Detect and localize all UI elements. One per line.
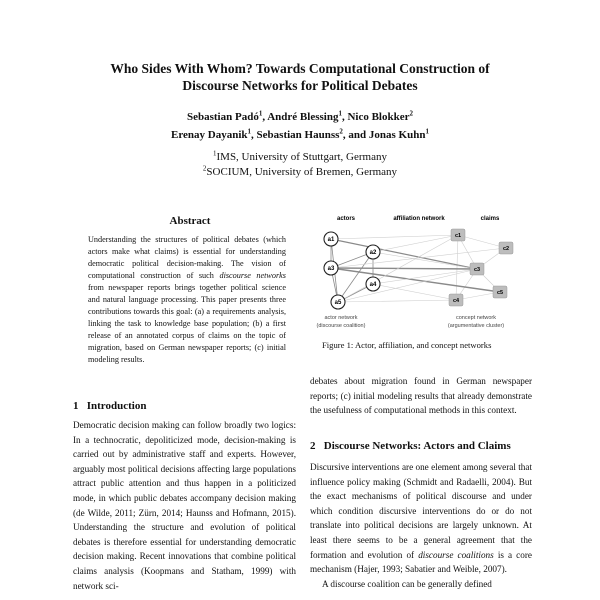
author-name: André Blessing bbox=[267, 111, 339, 123]
author-separator: , bbox=[341, 111, 348, 123]
actor-edge bbox=[338, 252, 373, 302]
label-actor-network: actor network bbox=[324, 315, 358, 321]
author-separator: , bbox=[251, 129, 257, 141]
claim-node-c1 bbox=[451, 229, 465, 241]
label-argumentative-cluster: (argumentative cluster) bbox=[447, 323, 505, 329]
actor-label: a4 bbox=[369, 282, 377, 288]
affiliation-edge bbox=[331, 268, 477, 269]
actor-node-a4 bbox=[366, 277, 380, 291]
claim-edge bbox=[456, 235, 458, 300]
network-figure bbox=[306, 208, 540, 333]
affiliation-number: 2 bbox=[202, 164, 207, 173]
claim-node-c2 bbox=[499, 242, 513, 254]
claim-label: c2 bbox=[502, 246, 510, 252]
affiliation-number: 1 bbox=[213, 149, 217, 158]
author-separator: , and bbox=[342, 129, 369, 141]
figure-caption: Figure 1: Actor, affiliation, and concept networks bbox=[322, 340, 492, 350]
actor-label: a3 bbox=[327, 266, 335, 272]
title-line-1: Who Sides With Whom? Towards Computational Construction of bbox=[110, 61, 490, 76]
author-affiliation-mark: 2 bbox=[339, 127, 343, 136]
affiliation-edge bbox=[373, 252, 477, 269]
affiliation-text: IMS, University of Stuttgart, Germany bbox=[216, 151, 387, 163]
section-2-text bbox=[310, 460, 532, 591]
section-title: Introduction bbox=[86, 400, 147, 412]
author-affiliation-mark: 2 bbox=[409, 109, 413, 118]
label-concept-network: concept network bbox=[455, 315, 497, 321]
affiliations bbox=[40, 150, 560, 180]
abstract-text-part: Understanding the structures of political debates (which actors make what claims) is essential for understanding democratic political decision-making. The vision of computational construction of such bbox=[88, 235, 286, 280]
claim-label: c5 bbox=[496, 290, 504, 296]
author-line-1 bbox=[40, 108, 560, 126]
section-2-heading bbox=[310, 440, 511, 452]
abstract-text-part: from newspaper reports brings together political science and natural language processing. This paper presents three contributions towards this goal: (a) a requirements analysis, linking the task to knowledge base population; (b) a first release of an annotated corpus of claims on the topic of migration, based on German newspaper reports; (c) initial modeling results. bbox=[88, 283, 286, 364]
affiliation-edge bbox=[338, 300, 456, 302]
right-column-continuation: debates about migration found in German newspaper reports; (c) initial modeling results that already demonstrate the usefulness of computational methods in this context. bbox=[310, 376, 532, 416]
actor-node-a5 bbox=[331, 295, 345, 309]
section-1-text: Democratic decision making can follow broadly two logics: In a technocratic, depoliticized mode, decision-making is carried out by administrative staff and experts. However, arguably most political decisions affecting large populations attract public attention and thus happen in a politicized mode, in which public debates accompany decision making (de Wilde, 2011; Zürn, 2014; Haunss and Hofmann, 2015). Understanding the structure and evolution of political debates is therefore essential for understanding democratic decision making. Recent innovations that combine political claims analysis (Koopmans and Statham, 1999) with network sci- bbox=[73, 420, 296, 591]
claim-label: c3 bbox=[473, 267, 481, 273]
author-line-2 bbox=[40, 126, 560, 144]
claim-node-c3 bbox=[470, 263, 484, 275]
actor-node-a1 bbox=[324, 232, 338, 246]
author-affiliation-mark: 1 bbox=[247, 127, 252, 136]
claim-node-c5 bbox=[493, 286, 507, 298]
author-affiliation-mark: 1 bbox=[425, 127, 429, 136]
affiliation-text: SOCIUM, University of Bremen, Germany bbox=[206, 166, 398, 178]
actor-node-a3 bbox=[324, 261, 338, 275]
author-name: Nico Blokker bbox=[347, 111, 410, 123]
title-line-2: Discourse Networks for Political Debates bbox=[182, 78, 418, 93]
claim-label: c1 bbox=[454, 233, 462, 239]
author-name: Jonas Kuhn bbox=[368, 129, 426, 141]
actor-node-a2 bbox=[366, 245, 380, 259]
abstract-heading: Abstract bbox=[169, 215, 211, 227]
affiliation-edge bbox=[373, 284, 456, 300]
author-affiliation-mark: 1 bbox=[258, 109, 263, 118]
abstract-emphasis: discourse networks bbox=[219, 271, 286, 280]
section-2-text-part: is a core mechanism (Hajer, 1993; Sabatier and Weible, 2007). bbox=[310, 549, 532, 575]
actor-label: a5 bbox=[334, 300, 342, 306]
actor-label: a1 bbox=[327, 237, 335, 243]
author-name: Erenay Dayanik bbox=[171, 129, 248, 141]
author-name: Sebastian Padó bbox=[187, 111, 259, 123]
affiliation-2 bbox=[40, 165, 560, 180]
header-actors: actors bbox=[336, 216, 356, 222]
claim-label: c4 bbox=[452, 298, 460, 304]
section-title: Discourse Networks: Actors and Claims bbox=[323, 440, 511, 452]
author-name: Sebastian Haunss bbox=[256, 129, 340, 141]
affiliation-1 bbox=[40, 150, 560, 165]
paper-title bbox=[40, 60, 560, 94]
affiliation-edge bbox=[331, 235, 458, 239]
section-1-heading bbox=[73, 400, 146, 412]
section-2-paragraph-2: A discourse coalition can be generally defined bbox=[322, 578, 492, 589]
header-affiliation: affiliation network bbox=[393, 216, 445, 222]
author-separator: , bbox=[262, 111, 268, 123]
header-claims: claims bbox=[480, 216, 500, 222]
actor-label: a2 bbox=[369, 250, 377, 256]
abstract-text bbox=[88, 234, 286, 366]
claim-node-c4 bbox=[449, 294, 463, 306]
section-number: 2 bbox=[310, 440, 316, 452]
label-discourse-coalition: (discourse coalition) bbox=[316, 323, 366, 329]
section-2-text-part: Discursive interventions are one element among several that influence policy making (Schmidt and Radaelli, 2004). But the exact mechanisms of political discourse and under which condition discursive interventions do or do not translate into political decisions are largely unknown. At least there seems to be a general agreement that the formation and evolution of bbox=[310, 462, 532, 560]
author-list bbox=[40, 108, 560, 144]
author-affiliation-mark: 1 bbox=[338, 109, 342, 118]
section-number: 1 bbox=[73, 400, 79, 412]
section-2-emphasis: discourse coalitions bbox=[418, 549, 494, 560]
